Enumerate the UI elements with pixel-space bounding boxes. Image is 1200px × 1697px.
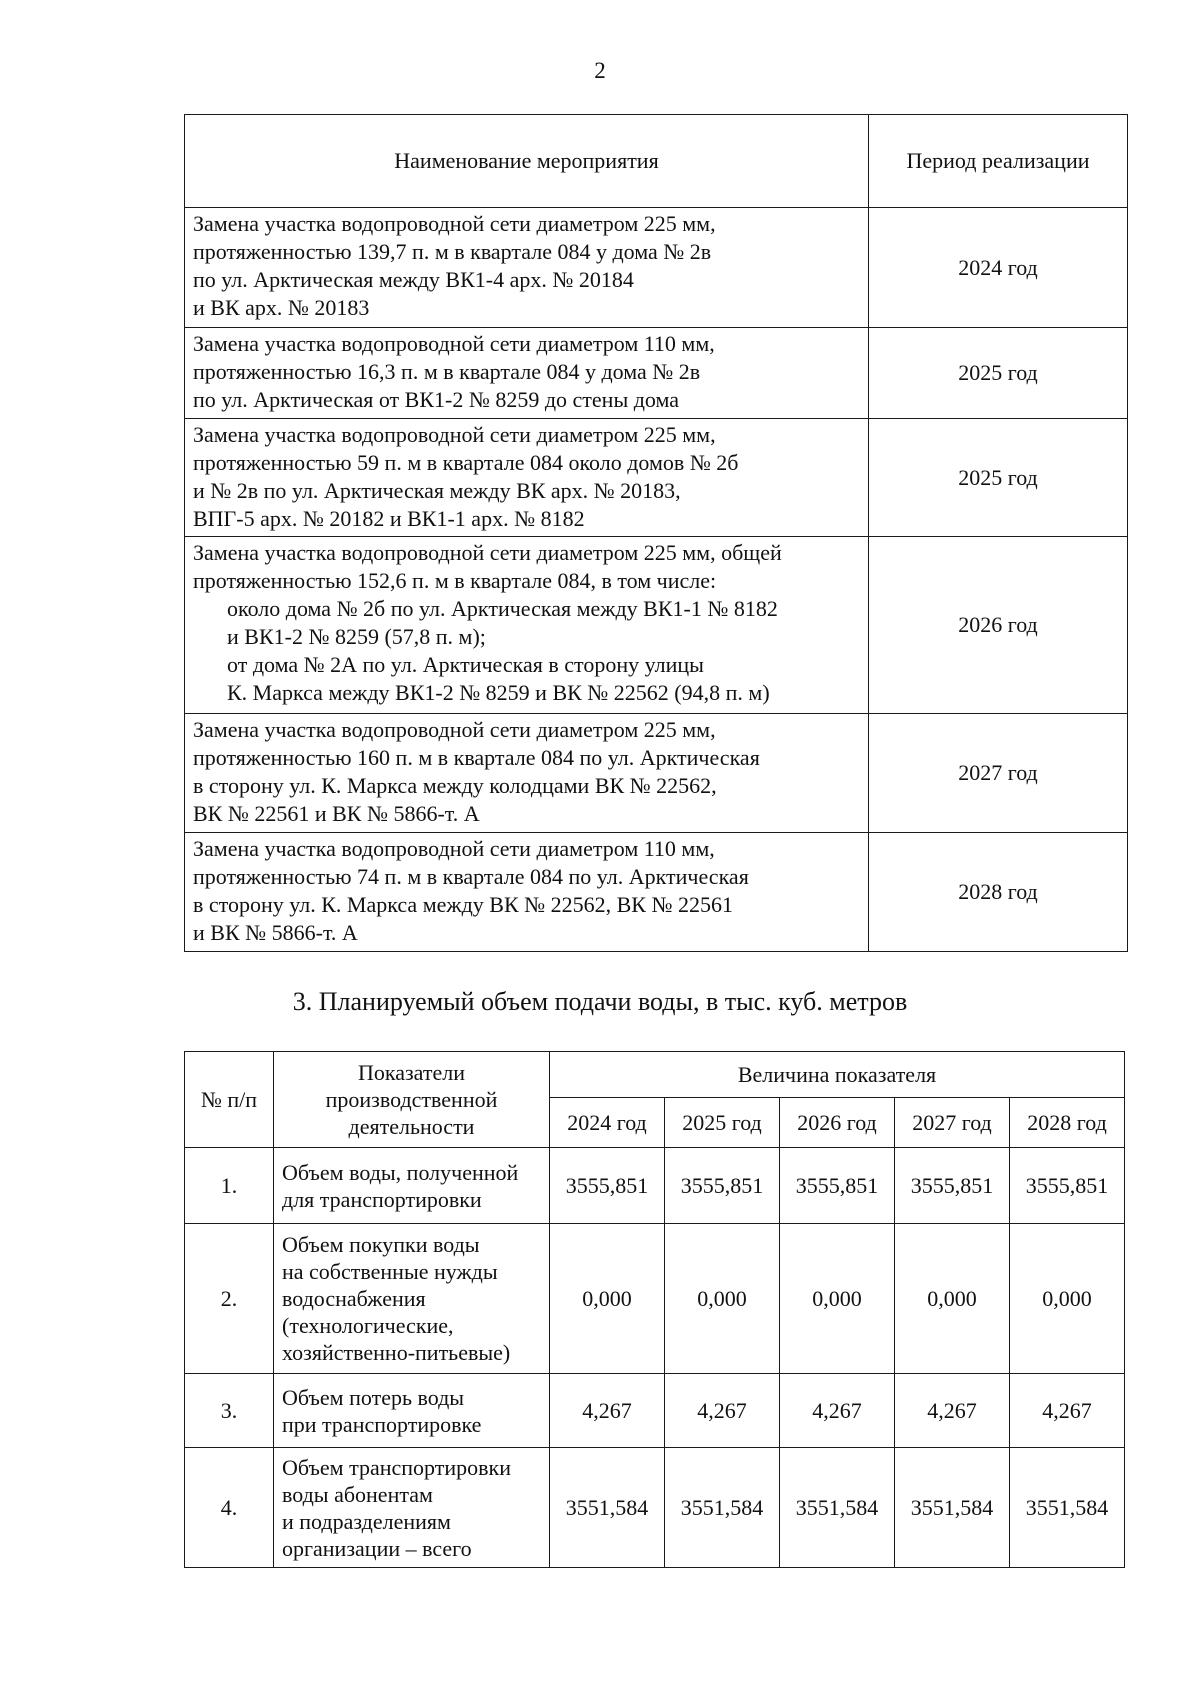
header-year: 2024 год: [550, 1098, 665, 1148]
header-indicator-line: Показатели: [357, 1060, 466, 1085]
header-period: Период реализации: [869, 115, 1128, 208]
header-indicator-line: деятельности: [348, 1114, 475, 1139]
indicator-line: Объем транспортировки: [282, 1454, 512, 1480]
volume-header-row: [185, 1052, 1125, 1098]
measure-line: в сторону ул. К. Маркса между ВК № 22562, ВК № 22561: [193, 892, 733, 917]
indicator-line: и подразделениям: [282, 1508, 451, 1534]
value-cell: 0,000: [895, 1224, 1010, 1374]
indicator-line: на собственные нужды: [282, 1259, 498, 1284]
measure-description: [185, 714, 869, 833]
indicator-line: Объем потерь воды: [282, 1384, 465, 1410]
header-year: 2026 год: [780, 1098, 895, 1148]
table-row: [185, 419, 1128, 537]
value-cell: 3555,851: [550, 1148, 665, 1224]
measure-period: 2025 год: [869, 419, 1128, 537]
measure-line: Замена участка водопроводной сети диаметром 110 мм,: [193, 836, 715, 861]
value-cell: 3551,584: [1010, 1448, 1125, 1568]
measures-table: [184, 114, 1128, 952]
measures-header-row: [185, 115, 1128, 208]
measure-line: ВК № 22561 и ВК № 5866-т. А: [193, 801, 480, 826]
value-cell: 0,000: [1010, 1224, 1125, 1374]
measure-line: Замена участка водопроводной сети диаметром 225 мм,: [193, 211, 716, 236]
header-year: 2025 год: [665, 1098, 780, 1148]
measure-line: протяженностью 152,6 п. м в квартале 084, в том числе:: [193, 568, 717, 593]
table-row: [185, 1448, 1125, 1568]
measure-line: от дома № 2А по ул. Арктическая в сторону улицы: [227, 652, 704, 677]
table-row: [185, 537, 1128, 714]
header-row-number: № п/п: [185, 1052, 274, 1148]
value-cell: 0,000: [665, 1224, 780, 1374]
measure-description: [185, 833, 869, 952]
measure-line: протяженностью 160 п. м в квартале 084 по ул. Арктическая: [193, 745, 760, 770]
value-cell: 4,267: [895, 1374, 1010, 1448]
measure-line: и ВК арх. № 20183: [193, 295, 370, 320]
table-row: [185, 1148, 1125, 1224]
table-row: [185, 208, 1128, 328]
measure-description: [185, 328, 869, 419]
value-cell: 3555,851: [1010, 1148, 1125, 1224]
value-cell: 3551,584: [780, 1448, 895, 1568]
section-title: 3. Планируемый объем подачи воды, в тыс. куб. метров: [292, 987, 908, 1016]
indicator-name: [274, 1448, 550, 1568]
value-cell: 3555,851: [665, 1148, 780, 1224]
value-cell: 3551,584: [550, 1448, 665, 1568]
header-indicator: [274, 1052, 550, 1148]
page-number: 2: [594, 58, 606, 83]
measure-line: Замена участка водопроводной сети диаметром 225 мм,: [193, 717, 716, 742]
header-measure-name: Наименование мероприятия: [185, 115, 869, 208]
indicator-line: водоснабжения: [282, 1286, 426, 1311]
header-year: 2028 год: [1010, 1098, 1125, 1148]
row-number: 1.: [185, 1148, 274, 1224]
value-cell: 0,000: [550, 1224, 665, 1374]
value-cell: 0,000: [780, 1224, 895, 1374]
table-row: [185, 714, 1128, 833]
indicator-name: [274, 1224, 550, 1374]
indicator-line: (технологические,: [282, 1313, 454, 1338]
table-row: [185, 328, 1128, 419]
measure-line: и ВК № 5866-т. А: [193, 920, 358, 945]
value-cell: 3555,851: [780, 1148, 895, 1224]
indicator-line: для транспортировки: [282, 1186, 482, 1212]
indicator-name: [274, 1374, 550, 1448]
measure-line: в сторону ул. К. Маркса между колодцами ВК № 22562,: [193, 773, 717, 798]
measure-line: по ул. Арктическая между ВК1-4 арх. № 20184: [193, 267, 634, 292]
value-cell: 3555,851: [895, 1148, 1010, 1224]
table-row: [185, 833, 1128, 952]
measure-description: [185, 537, 869, 714]
table-row: [185, 1224, 1125, 1374]
value-cell: 3551,584: [665, 1448, 780, 1568]
measure-period: 2026 год: [869, 537, 1128, 714]
measure-period: 2024 год: [869, 208, 1128, 328]
measure-line: и № 2в по ул. Арктическая между ВК арх. № 20183,: [193, 478, 681, 503]
table-row: [185, 1374, 1125, 1448]
indicator-line: при транспортировке: [282, 1411, 482, 1437]
header-year: 2027 год: [895, 1098, 1010, 1148]
measure-line: Замена участка водопроводной сети диаметром 225 мм, общей: [193, 540, 782, 565]
row-number: 3.: [185, 1374, 274, 1448]
measure-period: 2025 год: [869, 328, 1128, 419]
measure-line: около дома № 2б по ул. Арктическая между ВК1-1 № 8182: [227, 596, 778, 621]
measure-line: и ВК1-2 № 8259 (57,8 п. м);: [227, 624, 486, 649]
value-cell: 4,267: [780, 1374, 895, 1448]
measure-description: [185, 208, 869, 328]
measure-period: 2027 год: [869, 714, 1128, 833]
row-number: 2.: [185, 1224, 274, 1374]
measure-line: протяженностью 16,3 п. м в квартале 084 у дома № 2в: [193, 359, 701, 384]
header-value-group: Величина показателя: [550, 1052, 1125, 1098]
measure-line: протяженностью 59 п. м в квартале 084 около домов № 2б: [193, 450, 739, 475]
measure-period: 2028 год: [869, 833, 1128, 952]
measure-line: протяженностью 139,7 п. м в квартале 084 у дома № 2в: [193, 239, 712, 264]
indicator-name: [274, 1148, 550, 1224]
header-indicator-line: производственной: [325, 1087, 498, 1112]
value-cell: 4,267: [665, 1374, 780, 1448]
water-volume-table: [184, 1051, 1125, 1568]
measure-description: [185, 419, 869, 537]
measure-line: К. Маркса между ВК1-2 № 8259 и ВК № 22562 (94,8 п. м): [227, 680, 770, 705]
indicator-line: воды абонентам: [282, 1481, 433, 1507]
indicator-line: хозяйственно-питьевые): [282, 1340, 511, 1365]
measure-line: по ул. Арктическая от ВК1-2 № 8259 до стены дома: [193, 387, 680, 412]
value-cell: 4,267: [550, 1374, 665, 1448]
indicator-line: Объем покупки воды: [282, 1232, 480, 1257]
value-cell: 3551,584: [895, 1448, 1010, 1568]
measure-line: Замена участка водопроводной сети диаметром 110 мм,: [193, 331, 715, 356]
measure-line: ВПГ-5 арх. № 20182 и ВК1-1 арх. № 8182: [193, 506, 585, 531]
indicator-line: организации – всего: [282, 1535, 472, 1561]
row-number: 4.: [185, 1448, 274, 1568]
measure-line: Замена участка водопроводной сети диаметром 225 мм,: [193, 422, 716, 447]
measure-line: протяженностью 74 п. м в квартале 084 по ул. Арктическая: [193, 864, 749, 889]
value-cell: 4,267: [1010, 1374, 1125, 1448]
indicator-line: Объем воды, полученной: [282, 1159, 519, 1185]
